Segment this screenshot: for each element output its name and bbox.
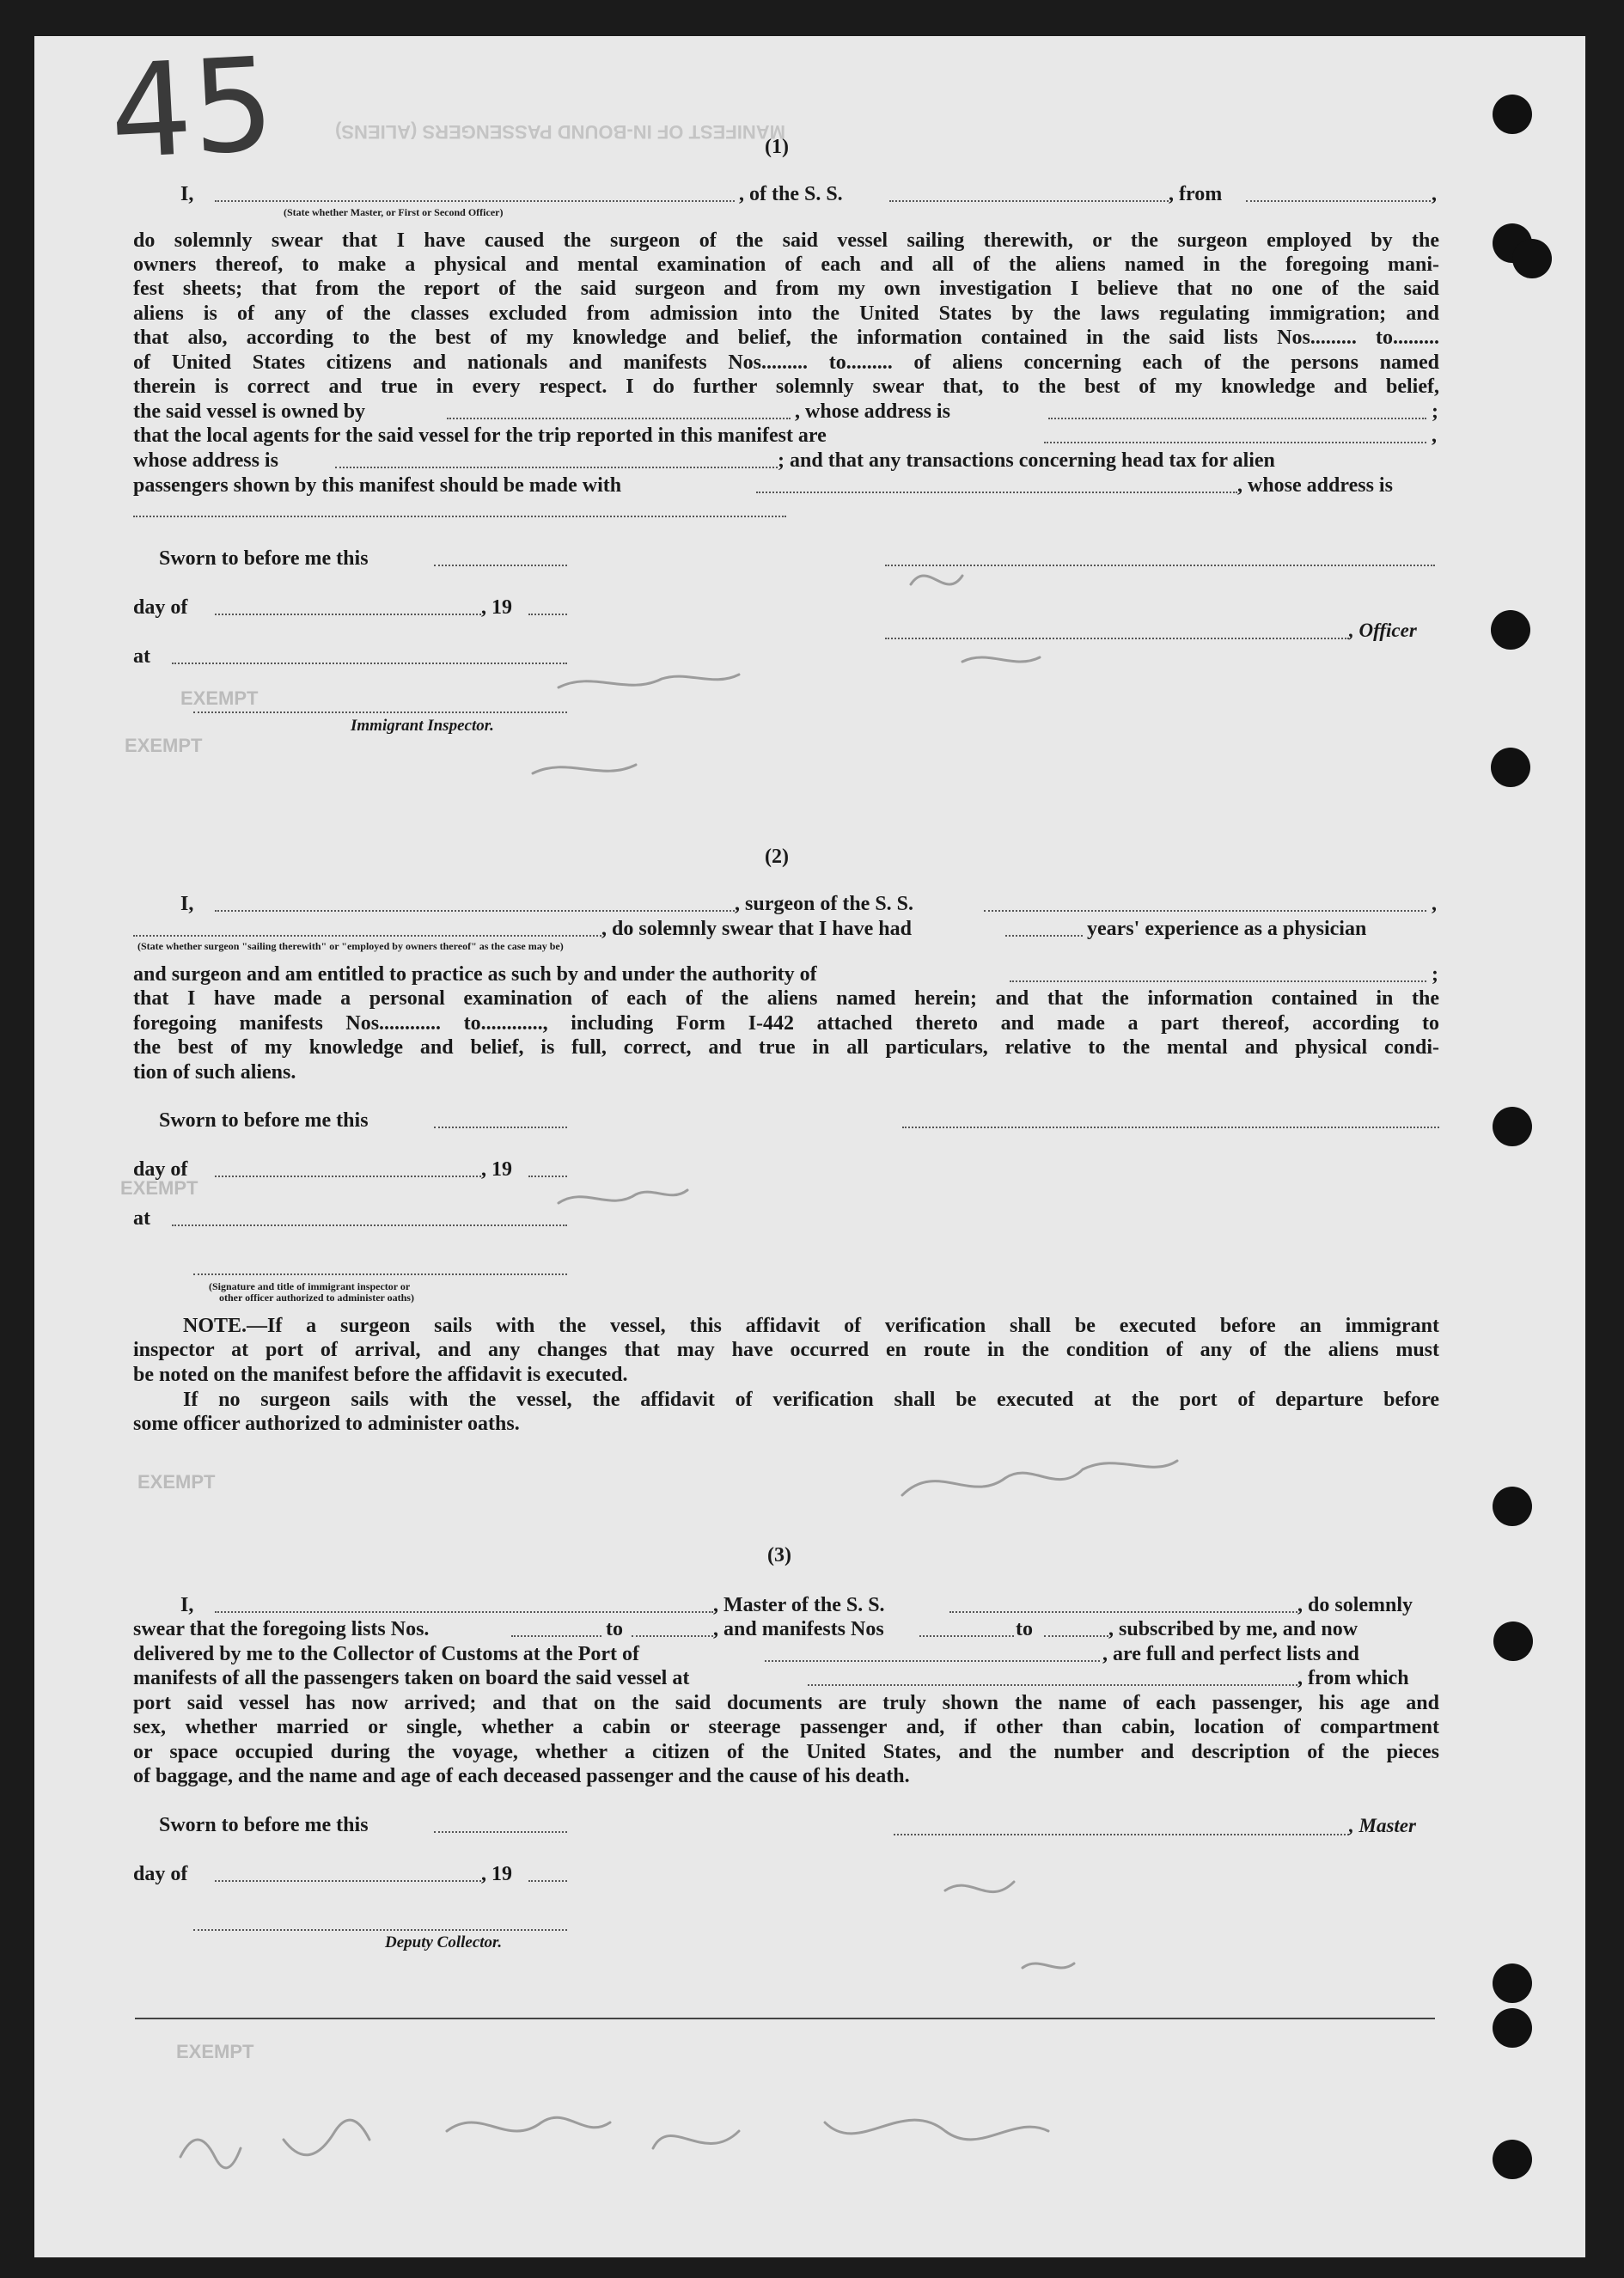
section-2-number: (2) [765, 846, 789, 868]
section-1-number: (1) [765, 136, 789, 158]
s2-paragraph-line: foregoing manifests Nos............ to............, including Form I-442 attached thereto and made a part thereof, according to [133, 1012, 1439, 1035]
s3-paragraph-line: port said vessel has now arrived; and that on the said documents are truly shown the name of each passenger, his age and [133, 1692, 1439, 1714]
s1-owner-address-label: , whose address is [795, 400, 950, 423]
s2-line1-comma: , [1432, 893, 1437, 915]
s1-subcaption: (State whether Master, or First or Second Officer) [284, 206, 504, 218]
s3-from-which: , from which [1297, 1667, 1409, 1689]
s1-line1-i: I, [180, 183, 194, 205]
s3-paragraph-line: of baggage, and the name and age of each deceased passenger and the cause of his death. [133, 1765, 910, 1787]
s2-year-label: , 19 [481, 1158, 512, 1181]
s2-paragraph-line: that I have made a personal examination of each of the aliens named herein; and that the information contained in the [133, 987, 1439, 1010]
s3-paragraph-line: sex, whether married or single, whether a cabin or steerage passenger and, if other than cabin, location of compartment [133, 1716, 1439, 1738]
s2-day-label: day of [133, 1158, 188, 1181]
s2-sig-caption-2: other officer authorized to administer oaths) [219, 1292, 414, 1304]
exempt-stamp: EXEMPT [180, 687, 259, 709]
s3-full-perfect: , are full and perfect lists and [1102, 1643, 1359, 1665]
s3-subscribed: , subscribed by me, and now [1108, 1618, 1358, 1640]
s1-day-label: day of [133, 596, 188, 619]
s3-paragraph-line: or space occupied during the voyage, whether a citizen of the United States, and the number and description of the pieces [133, 1741, 1439, 1763]
s3-master-label: , Master [1349, 1815, 1416, 1836]
s1-year-label: , 19 [481, 596, 512, 619]
s1-paragraph-line: therein is correct and true in every respect. I do further solemnly swear that, to the best of my knowledge and belief, [133, 376, 1439, 398]
exempt-stamp: EXEMPT [125, 735, 203, 756]
s2-line1-ss: , surgeon of the S. S. [735, 893, 914, 915]
s3-delivered: delivered by me to the Collector of Customs at the Port of [133, 1643, 639, 1665]
s1-paragraph-line: owners thereof, to make a physical and mental examination of each and all of the aliens named in the foregoing mani- [133, 253, 1439, 276]
s1-transactions: passengers shown by this manifest should be made with [133, 474, 622, 497]
s1-paragraph-line: do solemnly swear that I have caused the surgeon of the said vessel sailing therewith, or the surgeon employed by the [133, 229, 1439, 252]
s2-sig-caption-1: (Signature and title of immigrant inspector or [209, 1280, 411, 1292]
s2-paragraph-line: the best of my knowledge and belief, is full, correct, and true in all particulars, relative to the mental and physical condi- [133, 1036, 1439, 1059]
s1-at-label: at [133, 645, 150, 668]
s1-contact-address-label: , whose address is [1237, 474, 1393, 497]
s1-paragraph-line: that also, according to the best of my knowledge and belief, the information contained in the said lists Nos......... to......... [133, 327, 1439, 349]
s3-sworn-label: Sworn to before me this [159, 1814, 369, 1836]
s1-comma: , [1432, 424, 1437, 447]
s3-day-label: day of [133, 1863, 188, 1885]
s3-collector-label: Deputy Collector. [385, 1933, 503, 1951]
s2-line1-i: I, [180, 893, 194, 915]
s3-manifests: , and manifests Nos [713, 1618, 884, 1640]
s1-owned-by: the said vessel is owned by [133, 400, 366, 423]
s3-to-2: to [1016, 1618, 1033, 1640]
s3-line1-ss: , Master of the S. S. [713, 1594, 885, 1616]
s2-note-line: inspector at port of arrival, and any changes that may have occurred en route in the condition of any of the aliens must [133, 1339, 1439, 1361]
exempt-stamp: EXEMPT [137, 1471, 216, 1493]
s1-semicolon: ; [1432, 400, 1438, 423]
s1-line1-ss: , of the S. S. [739, 183, 843, 205]
s2-swear: , do solemnly swear that I have had [601, 918, 912, 940]
s2-note-line: some officer authorized to administer oaths. [133, 1413, 520, 1435]
s1-agent-address-label: whose address is [133, 449, 278, 472]
s3-passengers: manifests of all the passengers taken on board the said vessel at [133, 1667, 690, 1689]
faint-header: MANIFEST OF IN-BOUND PASSENGERS (ALIENS) [335, 121, 785, 143]
s2-sworn-label: Sworn to before me this [159, 1109, 369, 1132]
s2-at-label: at [133, 1207, 150, 1230]
s2-paragraph-line: tion of such aliens. [133, 1061, 296, 1084]
exempt-stamp: EXEMPT [120, 1177, 198, 1199]
s1-line1-comma: , [1432, 183, 1437, 205]
s3-year-label: , 19 [481, 1863, 512, 1885]
section-3-number: (3) [767, 1544, 791, 1567]
s1-line1-from: , from [1169, 183, 1223, 205]
s1-paragraph-line: of United States citizens and nationals and manifests Nos......... to......... of aliens concerning each of the persons named [133, 351, 1439, 374]
s2-note-line: NOTE.—If a surgeon sails with the vessel, this affidavit of verification shall be executed before an immigrant [183, 1315, 1439, 1337]
s1-sworn-label: Sworn to before me this [159, 547, 369, 570]
s1-head-tax: ; and that any transactions concerning head tax for alien [778, 449, 1275, 472]
s2-note-line: be noted on the manifest before the affidavit is executed. [133, 1364, 628, 1386]
stamped-page-number: 45 [106, 30, 278, 188]
s3-line1-i: I, [180, 1594, 194, 1616]
s2-semicolon: ; [1432, 963, 1438, 986]
s2-authority: and surgeon and am entitled to practice as such by and under the authority of [133, 963, 817, 986]
exempt-stamp: EXEMPT [176, 2041, 254, 2062]
s3-to: to [606, 1618, 623, 1640]
s2-subcaption: (State whether surgeon "sailing therewith" or "employed by owners thereof" as the case may be) [137, 940, 564, 952]
s1-inspector-label: Immigrant Inspector. [351, 717, 494, 735]
s1-paragraph-line: fest sheets; that from the report of the said surgeon and from my own investigation I believe that no one of the said [133, 278, 1439, 300]
s2-years: years' experience as a physician [1087, 918, 1367, 940]
s2-note-line: If no surgeon sails with the vessel, the affidavit of verification shall be executed at the port of departure before [183, 1389, 1439, 1411]
s3-line1-swear: , do solemnly [1297, 1594, 1413, 1616]
s1-officer-label: , Officer [1349, 620, 1417, 641]
s1-local-agents: that the local agents for the said vessel for the trip reported in this manifest are [133, 424, 827, 447]
s3-lists: swear that the foregoing lists Nos. [133, 1618, 430, 1640]
s1-paragraph-line: aliens is of any of the classes excluded from admission into the United States by the laws regulating immigration; and [133, 302, 1439, 325]
